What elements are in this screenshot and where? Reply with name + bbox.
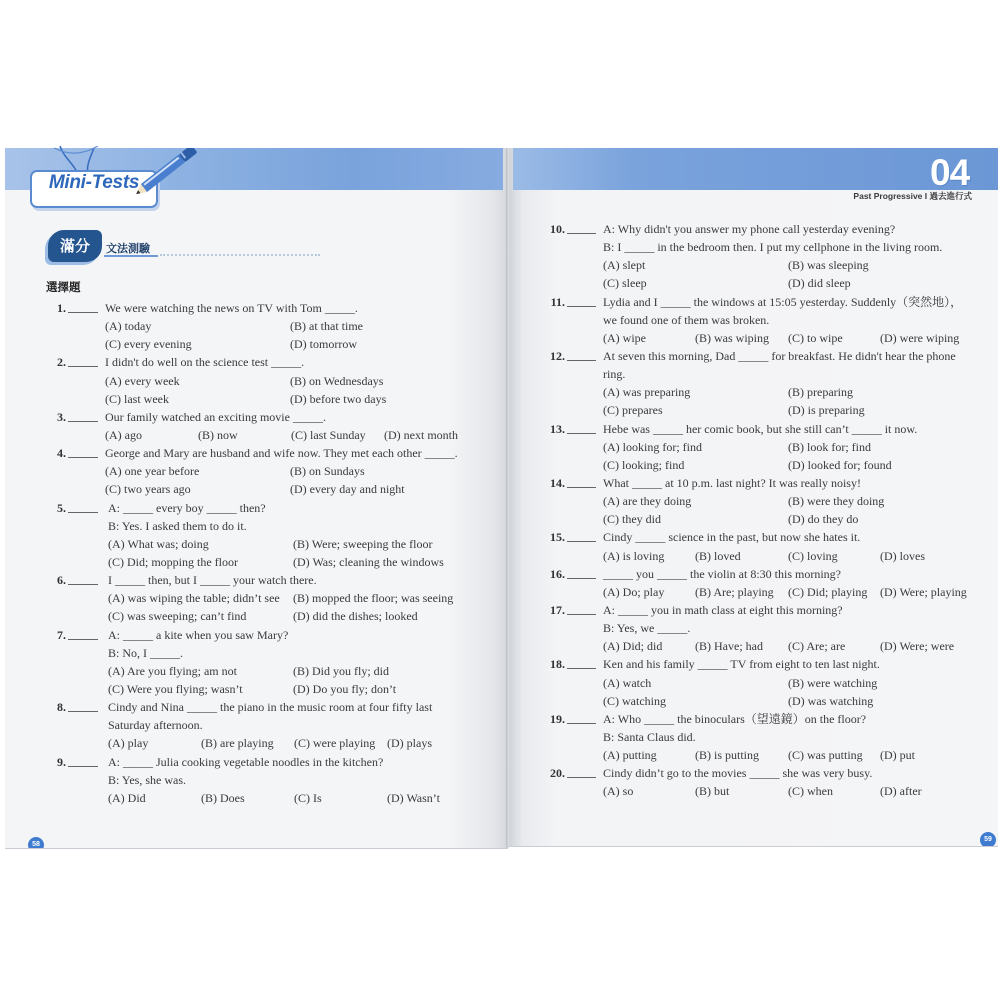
question-line bbox=[40, 299, 500, 317]
options-row bbox=[540, 547, 995, 565]
right-question-list bbox=[540, 220, 995, 801]
question-line bbox=[540, 474, 995, 492]
question-number: 18. bbox=[550, 657, 565, 672]
question-9 bbox=[40, 753, 500, 807]
answer-blank bbox=[567, 658, 596, 669]
question-number: 11. bbox=[550, 294, 565, 309]
question-line bbox=[540, 311, 995, 329]
options-row bbox=[540, 401, 995, 419]
question-text: At seven this morning, Dad _____ for breakfast. He didn't hear the phone bbox=[603, 348, 956, 363]
answer-blank bbox=[567, 767, 596, 778]
question-line bbox=[540, 764, 995, 782]
question-line bbox=[40, 698, 500, 716]
options-row bbox=[540, 510, 995, 528]
section-underline bbox=[104, 255, 158, 257]
options-row bbox=[40, 480, 500, 498]
question-16 bbox=[540, 565, 995, 601]
answer-blank bbox=[567, 350, 596, 361]
chapter-number: 04 bbox=[930, 152, 970, 193]
question-12 bbox=[540, 347, 995, 420]
question-line bbox=[540, 528, 995, 546]
question-line bbox=[540, 347, 995, 365]
header-band bbox=[513, 148, 998, 190]
options-row bbox=[540, 438, 995, 456]
option-d: (D) put bbox=[880, 748, 915, 763]
option-a: (A) looking for; find bbox=[603, 439, 702, 454]
question-line bbox=[540, 238, 995, 256]
option-c: (C) looking; find bbox=[603, 457, 685, 472]
option-c: (C) watching bbox=[603, 693, 666, 708]
option-c: (C) they did bbox=[603, 512, 661, 527]
option-a: (A) are they doing bbox=[603, 494, 692, 509]
subsection-heading: 選擇題 bbox=[46, 280, 81, 294]
question-number: 9. bbox=[57, 754, 66, 769]
options-row bbox=[40, 607, 500, 625]
option-d: (D) were wiping bbox=[880, 330, 960, 345]
option-c: (C) was sweeping; can’t find bbox=[108, 609, 247, 624]
question-line bbox=[540, 710, 995, 728]
option-c: (C) was putting bbox=[788, 748, 863, 763]
question-number: 13. bbox=[550, 421, 565, 436]
option-d: (D) loves bbox=[880, 548, 925, 563]
option-b: (B) on Sundays bbox=[290, 464, 365, 479]
question-line bbox=[40, 499, 500, 517]
question-18 bbox=[540, 655, 995, 709]
option-c: (C) last week bbox=[105, 391, 169, 406]
question-number: 20. bbox=[550, 766, 565, 781]
question-1 bbox=[40, 299, 500, 353]
question-text: A: Who _____ the binoculars（望遠鏡）on the floor? bbox=[603, 711, 867, 726]
question-number: 14. bbox=[550, 475, 565, 490]
option-c: (C) Did; mopping the floor bbox=[108, 554, 238, 569]
section-tag-label: 滿分 bbox=[59, 237, 90, 255]
question-number: 12. bbox=[550, 348, 565, 363]
question-text-line-2: B: Yes, we _____. bbox=[603, 621, 691, 636]
option-b: (B) Have; had bbox=[695, 639, 763, 654]
answer-blank bbox=[68, 756, 98, 767]
question-number: 4. bbox=[57, 446, 66, 461]
option-a: (A) wipe bbox=[603, 330, 646, 345]
option-d: (D) tomorrow bbox=[290, 337, 357, 352]
question-number: 3. bbox=[57, 409, 66, 424]
section-tag bbox=[48, 230, 102, 262]
options-row bbox=[540, 274, 995, 292]
options-row bbox=[540, 492, 995, 510]
question-line bbox=[540, 601, 995, 619]
answer-blank bbox=[567, 296, 596, 307]
question-line bbox=[40, 626, 500, 644]
options-row bbox=[540, 674, 995, 692]
option-a: (A) so bbox=[603, 784, 634, 799]
option-b: (B) look for; find bbox=[788, 439, 871, 454]
options-row bbox=[40, 535, 500, 553]
badge-label: Mini-Tests bbox=[48, 172, 140, 193]
option-c: (C) Is bbox=[294, 790, 322, 805]
question-number: 7. bbox=[57, 627, 66, 642]
option-a: (A) was preparing bbox=[603, 385, 691, 400]
question-text-line-2: ring. bbox=[603, 367, 626, 382]
page-number: 59 bbox=[980, 832, 996, 847]
answer-blank bbox=[567, 604, 596, 615]
question-text: I didn't do well on the science test _____. bbox=[105, 355, 305, 370]
options-row bbox=[40, 553, 500, 571]
options-row bbox=[40, 789, 500, 807]
option-d: (D) every day and night bbox=[290, 482, 405, 497]
question-text: A: _____ Julia cooking vegetable noodles in the kitchen? bbox=[108, 754, 384, 769]
option-d: (D) after bbox=[880, 784, 922, 799]
option-a: (A) every week bbox=[105, 373, 180, 388]
option-d: (D) do they do bbox=[788, 512, 859, 527]
question-line bbox=[540, 655, 995, 673]
option-b: (B) Were; sweeping the floor bbox=[293, 536, 433, 551]
question-number: 8. bbox=[57, 700, 66, 715]
question-number: 15. bbox=[550, 530, 565, 545]
question-text: A: Why didn't you answer my phone call yesterday evening? bbox=[603, 222, 896, 236]
question-text-line-2: B: Santa Claus did. bbox=[603, 729, 696, 744]
option-d: (D) Do you fly; don’t bbox=[293, 681, 397, 696]
options-row bbox=[40, 390, 500, 408]
options-row bbox=[540, 256, 995, 274]
option-c: (C) every evening bbox=[105, 337, 192, 352]
question-line bbox=[540, 728, 995, 746]
question-11 bbox=[540, 293, 995, 347]
option-b: (B) mopped the floor; was seeing bbox=[293, 591, 454, 606]
option-b: (B) are playing bbox=[201, 736, 274, 751]
option-a: (A) one year before bbox=[105, 464, 200, 479]
question-text: Cindy didn’t go to the movies _____ she was very busy. bbox=[603, 766, 873, 781]
question-text-line-2: B: No, I _____. bbox=[108, 645, 183, 660]
option-d: (D) Was; cleaning the windows bbox=[293, 554, 444, 569]
question-line bbox=[40, 353, 500, 371]
answer-blank bbox=[68, 629, 98, 640]
question-text: George and Mary are husband and wife now. They met each other _____. bbox=[105, 446, 458, 461]
answer-blank bbox=[68, 447, 98, 458]
option-a: (A) Did bbox=[108, 790, 146, 805]
option-b: (B) was wiping bbox=[695, 330, 769, 345]
option-b: (B) Are; playing bbox=[695, 584, 774, 599]
options-row bbox=[540, 329, 995, 347]
question-20 bbox=[540, 764, 995, 800]
question-7 bbox=[40, 626, 500, 699]
question-19 bbox=[540, 710, 995, 764]
option-b: (B) preparing bbox=[788, 385, 853, 400]
answer-blank bbox=[567, 568, 596, 579]
option-d: (D) is preparing bbox=[788, 403, 865, 418]
question-6 bbox=[40, 571, 500, 625]
question-line bbox=[540, 365, 995, 383]
option-d: (D) Were; playing bbox=[880, 584, 967, 599]
option-a: (A) Do; play bbox=[603, 584, 665, 599]
options-row bbox=[40, 462, 500, 480]
option-d: (D) looked for; found bbox=[788, 457, 892, 472]
options-row bbox=[40, 680, 500, 698]
question-line bbox=[40, 444, 500, 462]
question-number: 1. bbox=[57, 301, 66, 315]
answer-blank bbox=[68, 701, 98, 712]
option-c: (C) when bbox=[788, 784, 833, 799]
question-14 bbox=[540, 474, 995, 528]
question-10 bbox=[540, 220, 995, 293]
options-row bbox=[40, 317, 500, 335]
question-text: _____ you _____ the violin at 8:30 this morning? bbox=[603, 566, 841, 581]
question-line bbox=[40, 716, 500, 734]
question-number: 10. bbox=[550, 222, 565, 236]
question-line bbox=[40, 644, 500, 662]
question-text: A: _____ a kite when you saw Mary? bbox=[108, 627, 289, 642]
option-c: (C) Did; playing bbox=[788, 584, 868, 599]
question-number: 6. bbox=[57, 573, 66, 588]
question-text-line-2: B: Yes, she was. bbox=[108, 772, 187, 787]
option-d: (D) did sleep bbox=[788, 276, 851, 291]
options-row bbox=[540, 383, 995, 401]
option-c: (C) Are; are bbox=[788, 639, 846, 654]
left-question-list bbox=[40, 299, 500, 807]
options-row bbox=[40, 426, 500, 444]
answer-blank bbox=[567, 423, 596, 434]
option-b: (B) were they doing bbox=[788, 494, 885, 509]
options-row bbox=[40, 335, 500, 353]
question-text-line-2: B: I _____ in the bedroom then. I put my cellphone in the living room. bbox=[603, 240, 943, 255]
chapter-title: Past Progressive I 過去進行式 bbox=[853, 191, 972, 201]
option-b: (B) Does bbox=[201, 790, 245, 805]
question-line bbox=[40, 571, 500, 589]
question-line bbox=[540, 293, 995, 311]
options-row bbox=[540, 456, 995, 474]
question-15 bbox=[540, 528, 995, 564]
option-a: (A) What was; doing bbox=[108, 536, 209, 551]
book-gutter bbox=[506, 148, 509, 848]
question-number: 17. bbox=[550, 602, 565, 617]
options-row bbox=[40, 662, 500, 680]
option-a: (A) is loving bbox=[603, 548, 665, 563]
option-b: (B) Did you fly; did bbox=[293, 663, 389, 678]
question-text: Cindy and Nina _____ the piano in the music room at four fifty last bbox=[108, 700, 433, 715]
option-a: (A) Did; did bbox=[603, 639, 663, 654]
question-number: 16. bbox=[550, 566, 565, 581]
question-2 bbox=[40, 353, 500, 407]
question-line bbox=[540, 619, 995, 637]
question-line bbox=[40, 408, 500, 426]
question-line bbox=[40, 753, 500, 771]
question-4 bbox=[40, 444, 500, 498]
dotted-divider bbox=[160, 254, 320, 256]
option-a: (A) was wiping the table; didn’t see bbox=[108, 591, 280, 606]
option-d: (D) plays bbox=[387, 736, 432, 751]
question-text: We were watching the news on TV with Tom _____. bbox=[105, 301, 358, 315]
options-row bbox=[40, 372, 500, 390]
option-b: (B) now bbox=[198, 427, 238, 442]
option-d: (D) was watching bbox=[788, 693, 874, 708]
option-d: (D) Were; were bbox=[880, 639, 955, 654]
question-line bbox=[540, 420, 995, 438]
answer-blank bbox=[567, 531, 596, 542]
question-13 bbox=[540, 420, 995, 474]
options-row bbox=[540, 746, 995, 764]
option-d: (D) Wasn’t bbox=[387, 790, 440, 805]
options-row bbox=[540, 692, 995, 710]
option-b: (B) on Wednesdays bbox=[290, 373, 384, 388]
options-row bbox=[40, 734, 500, 752]
question-text-line-2: B: Yes. I asked them to do it. bbox=[108, 518, 247, 533]
option-b: (B) is putting bbox=[695, 748, 760, 763]
question-3 bbox=[40, 408, 500, 444]
question-17 bbox=[540, 601, 995, 655]
question-text-line-2: we found one of them was broken. bbox=[603, 312, 770, 327]
option-c: (C) two years ago bbox=[105, 482, 191, 497]
option-c: (C) were playing bbox=[294, 736, 376, 751]
option-b: (B) loved bbox=[695, 548, 741, 563]
question-text: Lydia and I _____ the windows at 15:05 yesterday. Suddenly（突然地）， bbox=[603, 294, 963, 309]
options-row bbox=[540, 583, 995, 601]
option-c: (C) loving bbox=[788, 548, 838, 563]
answer-blank bbox=[68, 411, 98, 422]
pen-icon bbox=[130, 148, 200, 200]
section-title: 文法測驗 bbox=[106, 242, 150, 255]
options-row bbox=[540, 782, 995, 800]
option-a: (A) slept bbox=[603, 258, 646, 273]
question-text: Cindy _____ science in the past, but now she hates it. bbox=[603, 530, 861, 545]
option-c: (C) to wipe bbox=[788, 330, 843, 345]
question-5 bbox=[40, 499, 500, 572]
question-text: Our family watched an exciting movie _____. bbox=[105, 409, 326, 424]
question-text: What _____ at 10 p.m. last night? It was really noisy! bbox=[603, 475, 861, 490]
answer-blank bbox=[68, 574, 98, 585]
answer-blank bbox=[567, 713, 596, 724]
answer-blank bbox=[68, 302, 98, 313]
question-line bbox=[40, 771, 500, 789]
page-number: 58 bbox=[28, 837, 44, 849]
option-d: (D) did the dishes; looked bbox=[293, 609, 418, 624]
option-c: (C) sleep bbox=[603, 276, 647, 291]
question-text-line-2: Saturday afternoon. bbox=[108, 718, 203, 733]
option-a: (A) play bbox=[108, 736, 149, 751]
question-text: A: _____ you in math class at eight this morning? bbox=[603, 602, 843, 617]
option-a: (A) today bbox=[105, 319, 152, 334]
option-b: (B) at that time bbox=[290, 319, 363, 334]
option-d: (D) before two days bbox=[290, 391, 387, 406]
option-b: (B) but bbox=[695, 784, 730, 799]
question-8 bbox=[40, 698, 500, 752]
answer-blank bbox=[567, 477, 596, 488]
option-b: (B) were watching bbox=[788, 675, 878, 690]
option-a: (A) putting bbox=[603, 748, 657, 763]
question-text: Ken and his family _____ TV from eight to ten last night. bbox=[603, 657, 880, 672]
question-number: 2. bbox=[57, 355, 66, 370]
answer-blank bbox=[68, 356, 98, 367]
option-c: (C) last Sunday bbox=[291, 427, 366, 442]
option-b: (B) was sleeping bbox=[788, 258, 869, 273]
question-line bbox=[540, 565, 995, 583]
question-number: 19. bbox=[550, 711, 565, 726]
question-text: I _____ then, but I _____ your watch there. bbox=[108, 573, 317, 588]
question-line bbox=[540, 220, 995, 238]
option-c: (C) prepares bbox=[603, 403, 663, 418]
option-a: (A) Are you flying; am not bbox=[108, 663, 237, 678]
answer-blank bbox=[68, 502, 98, 513]
question-text: Hebe was _____ her comic book, but she still can’t _____ it now. bbox=[603, 421, 918, 436]
option-d: (D) next month bbox=[384, 427, 458, 442]
question-text: A: _____ every boy _____ then? bbox=[108, 500, 266, 515]
question-line bbox=[40, 517, 500, 535]
question-number: 5. bbox=[57, 500, 66, 515]
answer-blank bbox=[567, 223, 596, 234]
option-c: (C) Were you flying; wasn’t bbox=[108, 681, 243, 696]
options-row bbox=[540, 637, 995, 655]
options-row bbox=[40, 589, 500, 607]
option-a: (A) ago bbox=[105, 427, 142, 442]
option-a: (A) watch bbox=[603, 675, 652, 690]
